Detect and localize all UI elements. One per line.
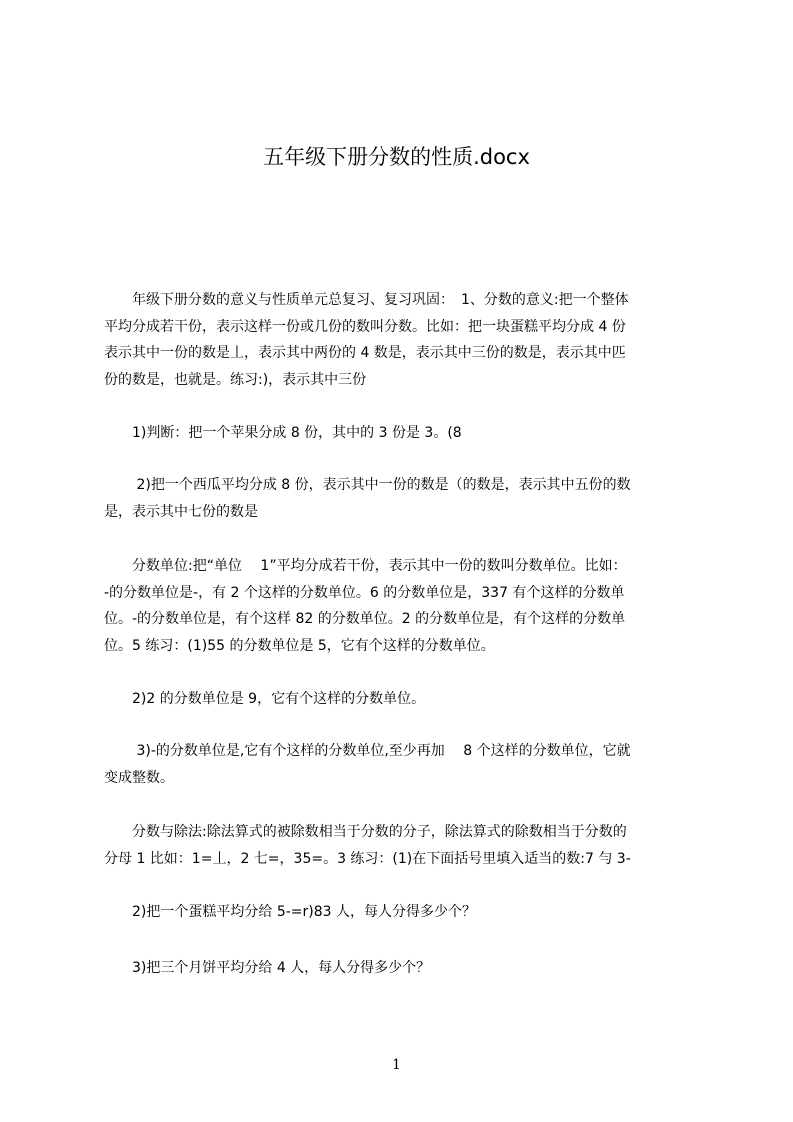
- page-number: 1: [392, 1057, 401, 1073]
- text-line: 位。5 练习：(1)55 的分数单位是 5，它有个这样的分数单位。: [104, 637, 495, 654]
- text-line: 分母 1 比如：1=丄，2 七=，35=。3 练习：(1)在下面括号里填入适当的数:7 勻 3-: [104, 850, 631, 867]
- paragraph-unit-exercise-2: [104, 686, 716, 713]
- text-line: 2)把一个蛋糕平均分给 5-=r)83 人，每人分得多少个？: [104, 904, 476, 920]
- text-line: 2)把一个西瓜平均分成 8 份，表示其中一份的数是（的数是，表示其中五份的数: [104, 477, 631, 493]
- text-line: 是，表示其中七份的数是: [104, 503, 258, 520]
- paragraph-unit-exercise-3: [104, 738, 716, 791]
- paragraph-fraction-division: [104, 819, 716, 872]
- text-line: 分数单位:把“单位 1”平均分成若干份，表示其中一份的数叫分数单位。比如：: [104, 558, 627, 574]
- text-line: 位。-的分数单位是，有个这样 82 的分数单位。2 的分数单位是，有个这样的分数单: [104, 611, 626, 627]
- text-line: 平均分成若干份，表示这样一份或几份的数叫分数。比如：把一块蛋糕平均分成 4 份: [104, 318, 626, 335]
- text-line: 1)判断：把一个苹果分成 8 份，其中的 3 份是 3。(8: [104, 425, 462, 441]
- paragraph-exercise-2: [104, 472, 716, 525]
- text-line: 2)2 的分数单位是 9，它有个这样的分数单位。: [104, 691, 426, 707]
- paragraph-exercise-1: [104, 420, 716, 447]
- text-line: 分数与除法:除法算式的被除数相当于分数的分子，除法算式的除数相当于分数的: [104, 824, 627, 840]
- document-title: 五年级下册分数的性质.docx: [263, 145, 530, 169]
- text-line: 份的数是，也就是。练习:)，表示其中三份: [104, 371, 367, 388]
- paragraph-review: [104, 287, 716, 393]
- paragraph-fraction-unit: [104, 553, 716, 659]
- text-line: 表示其中一份的数是丄，表示其中两份的 4 数是，表示其中三份的数是，表示其中匹: [104, 345, 626, 361]
- paragraph-division-exercise-2: [104, 899, 716, 926]
- text-line: 年级下册分数的意义与性质单元总复习、复习巩固： 1、分数的意义:把一个整体: [104, 292, 629, 308]
- text-line: -的分数单位是-，有 2 个这样的分数单位。6 的分数单位是，337 有个这样的分数单: [104, 584, 625, 601]
- text-line: 变成整数。: [104, 769, 174, 786]
- text-line: 3)把三个月饼平均分给 4 人，每人分得多少个？: [104, 960, 431, 976]
- text-line: 3)-的分数单位是,它有个这样的分数单位,至少再加 8 个这样的分数单位，它就: [104, 743, 631, 759]
- paragraph-division-exercise-3: [104, 955, 716, 982]
